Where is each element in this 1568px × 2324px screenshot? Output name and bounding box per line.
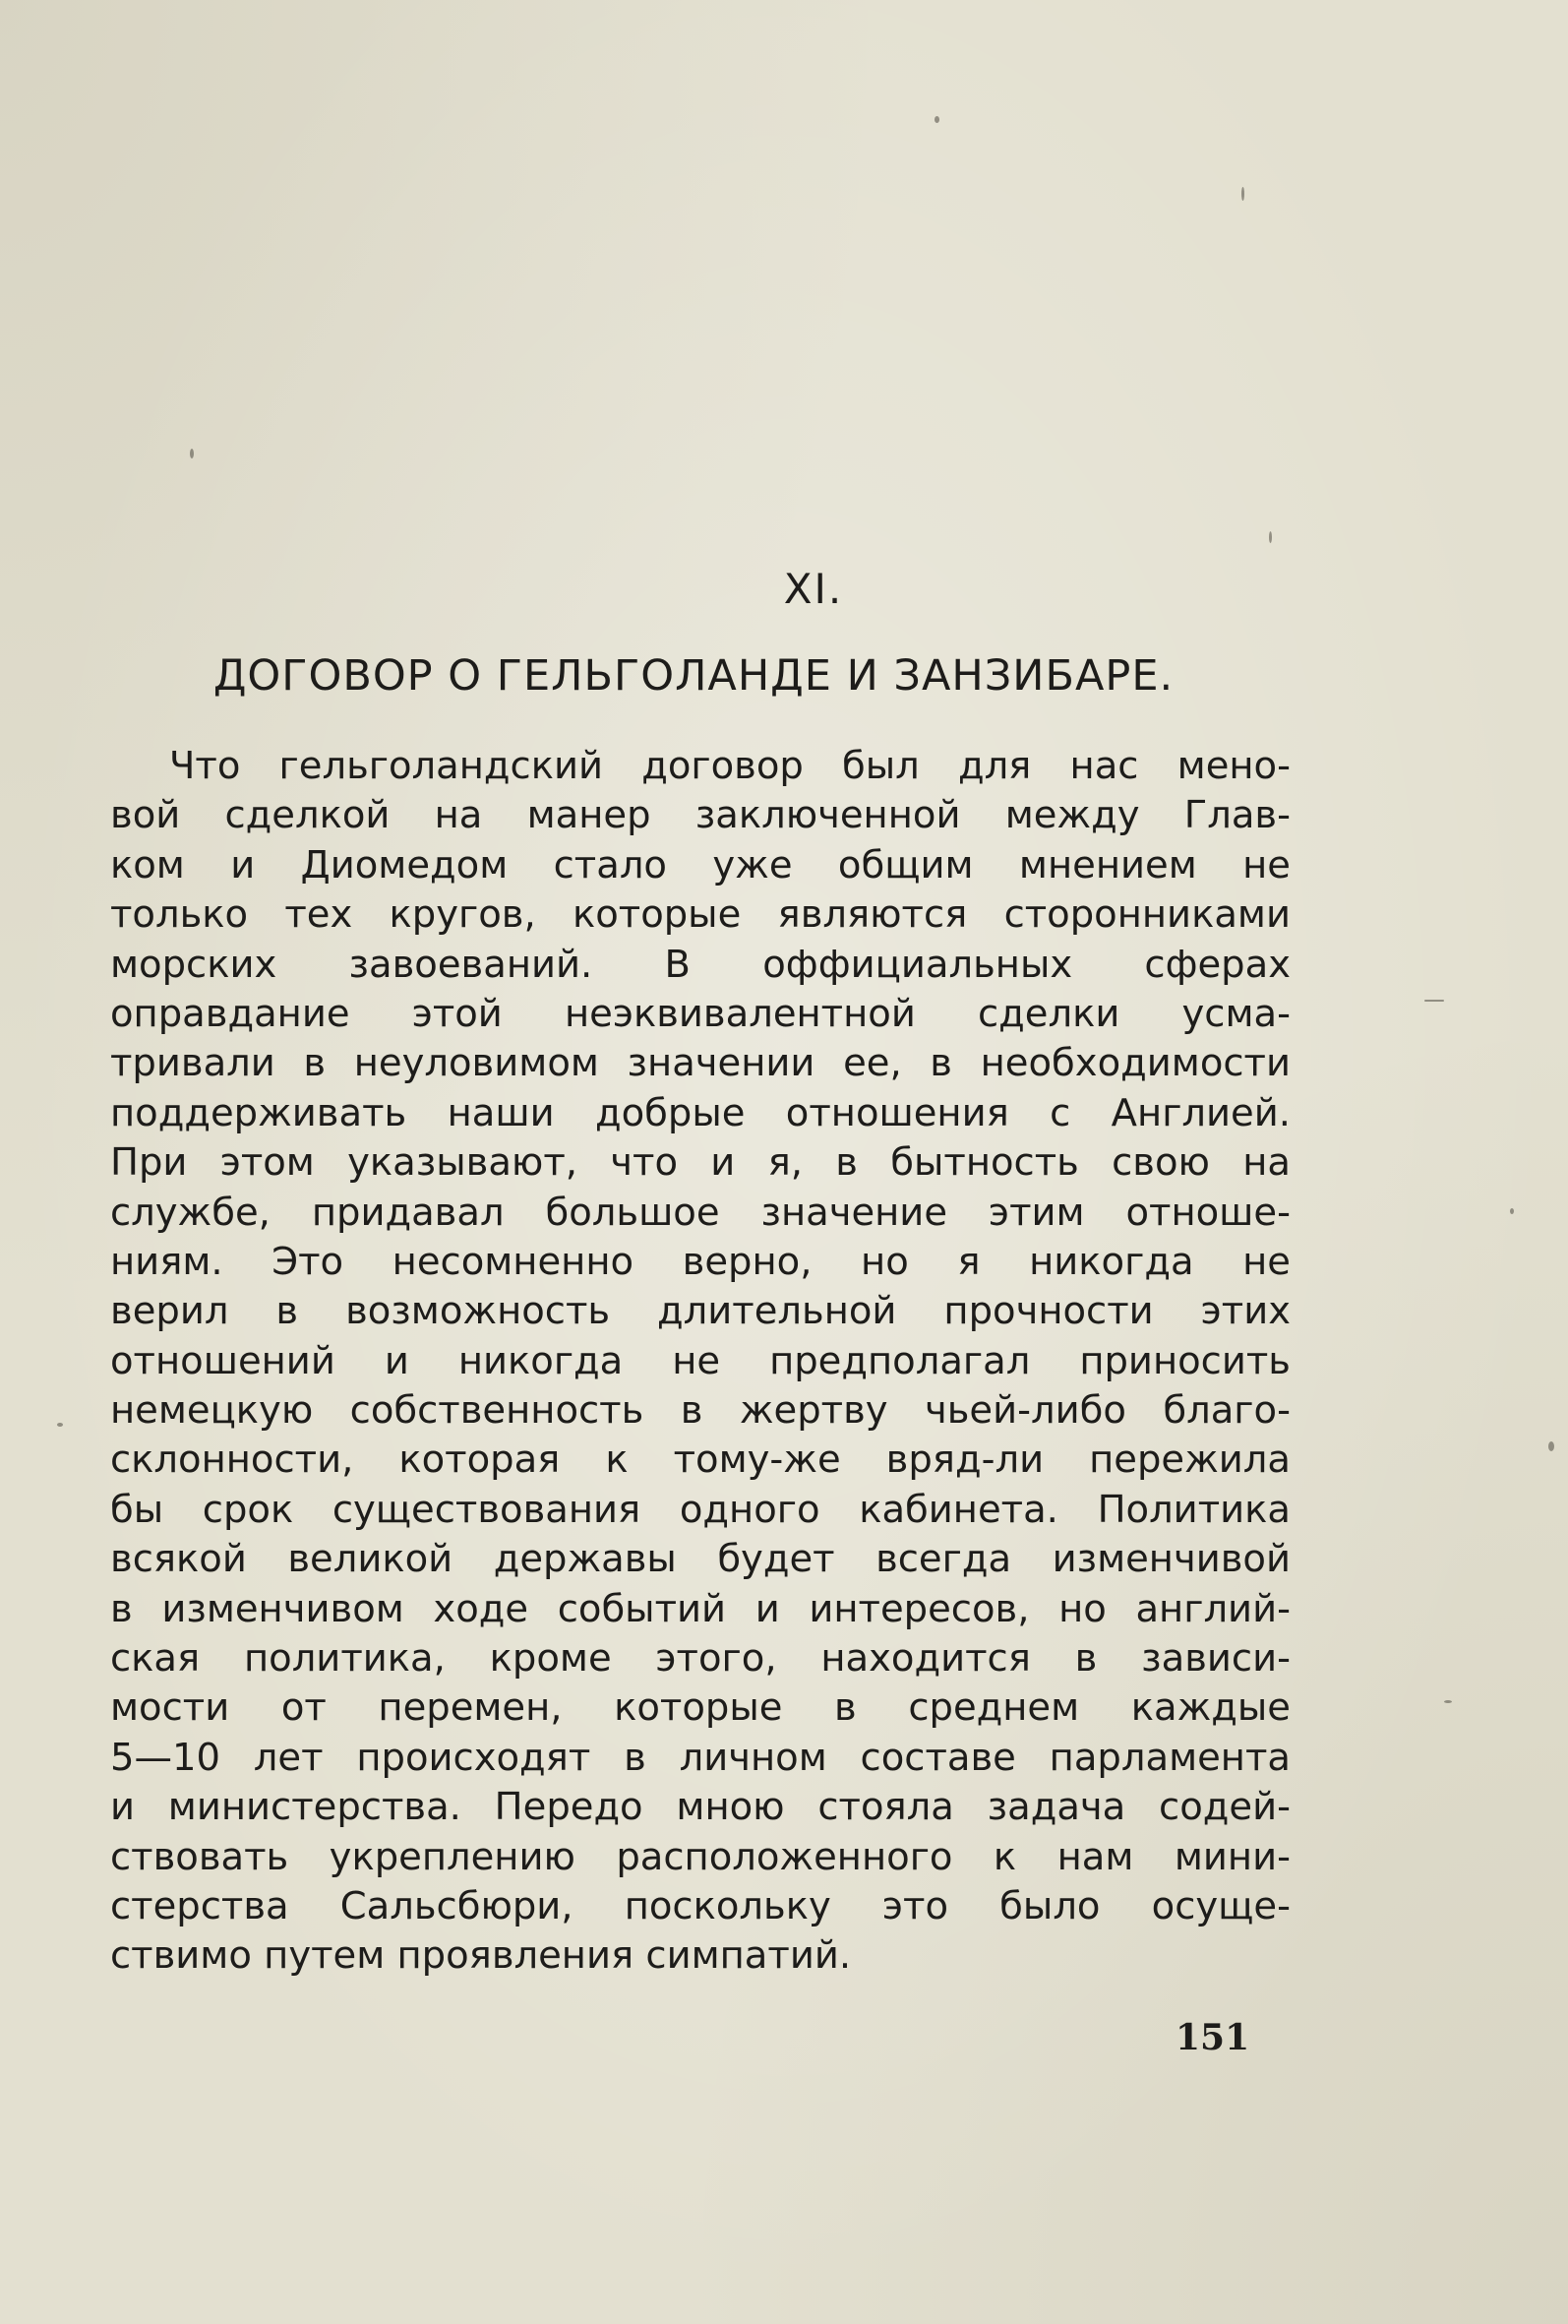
paper-speck [1424, 1000, 1444, 1002]
text-line: Что гельголандский договор был для нас мено- [169, 744, 1291, 788]
chapter-number: XI. [783, 565, 844, 613]
chapter-title: ДОГОВОР О ГЕЛЬГОЛАНДЕ И ЗАНЗИБАРЕ. [212, 651, 1175, 701]
text-line: ствимо путем проявления симпатий. [110, 1933, 852, 1979]
paper-speck [57, 1423, 63, 1427]
text-line: морских завоеваний. В оффициальных сферах [110, 942, 1291, 987]
text-line: склонности, которая к тому-же вряд-ли пережила [110, 1437, 1291, 1483]
text-line: стерства Сальсбюри, поскольку это было осуще- [110, 1883, 1291, 1928]
paper-speck [1444, 1700, 1452, 1703]
text-line: вой сделкой на манер заключенной между Глав- [110, 793, 1291, 838]
text-line: всякой великой державы будет всегда изменчивой [110, 1537, 1291, 1582]
paper-speck [190, 449, 194, 459]
paper-speck [1269, 531, 1272, 543]
page-number: 151 [1176, 2017, 1250, 2058]
text-line: немецкую собственность в жертву чьей-либо благо- [110, 1388, 1291, 1434]
text-line: службе, придавал большое значение этим отноше- [110, 1190, 1291, 1235]
body-paragraph [110, 742, 1291, 1982]
text-line: только тех кругов, которые являются сторонниками [110, 892, 1291, 938]
paper-speck [1241, 187, 1244, 201]
text-line: поддерживать наши добрые отношения с Англией. [110, 1090, 1291, 1135]
text-line: оправдание этой неэквивалентной сделки усма- [110, 991, 1291, 1036]
paper-speck [935, 116, 939, 123]
text-line: ниям. Это несомненно верно, но я никогда не [110, 1239, 1291, 1284]
text-line: мости от перемен, которые в среднем каждые [110, 1685, 1291, 1731]
text-line: тривали в неуловимом значении ее, в необходимости [110, 1041, 1291, 1086]
text-line: в изменчивом ходе событий и интересов, но англий- [110, 1586, 1291, 1631]
text-line: При этом указывают, что и я, в бытность свою на [110, 1140, 1291, 1186]
text-line: ская политика, кроме этого, находится в зависи- [110, 1636, 1291, 1682]
paper-speck [1510, 1208, 1514, 1214]
text-line: верил в возможность длительной прочности этих [110, 1289, 1291, 1334]
text-line: отношений и никогда не предполагал приносить [110, 1338, 1291, 1383]
text-line: и министерства. Передо мною стояла задача содей- [110, 1785, 1291, 1830]
text-line: бы срок существования одного кабинета. Политика [110, 1487, 1291, 1532]
paper-speck [1548, 1441, 1554, 1451]
text-line: ком и Диомедом стало уже общим мнением не [110, 842, 1291, 887]
text-line: 5—10 лет происходят в личном составе парламента [110, 1735, 1291, 1780]
text-line: ствовать укреплению расположенного к нам мини- [110, 1834, 1291, 1879]
